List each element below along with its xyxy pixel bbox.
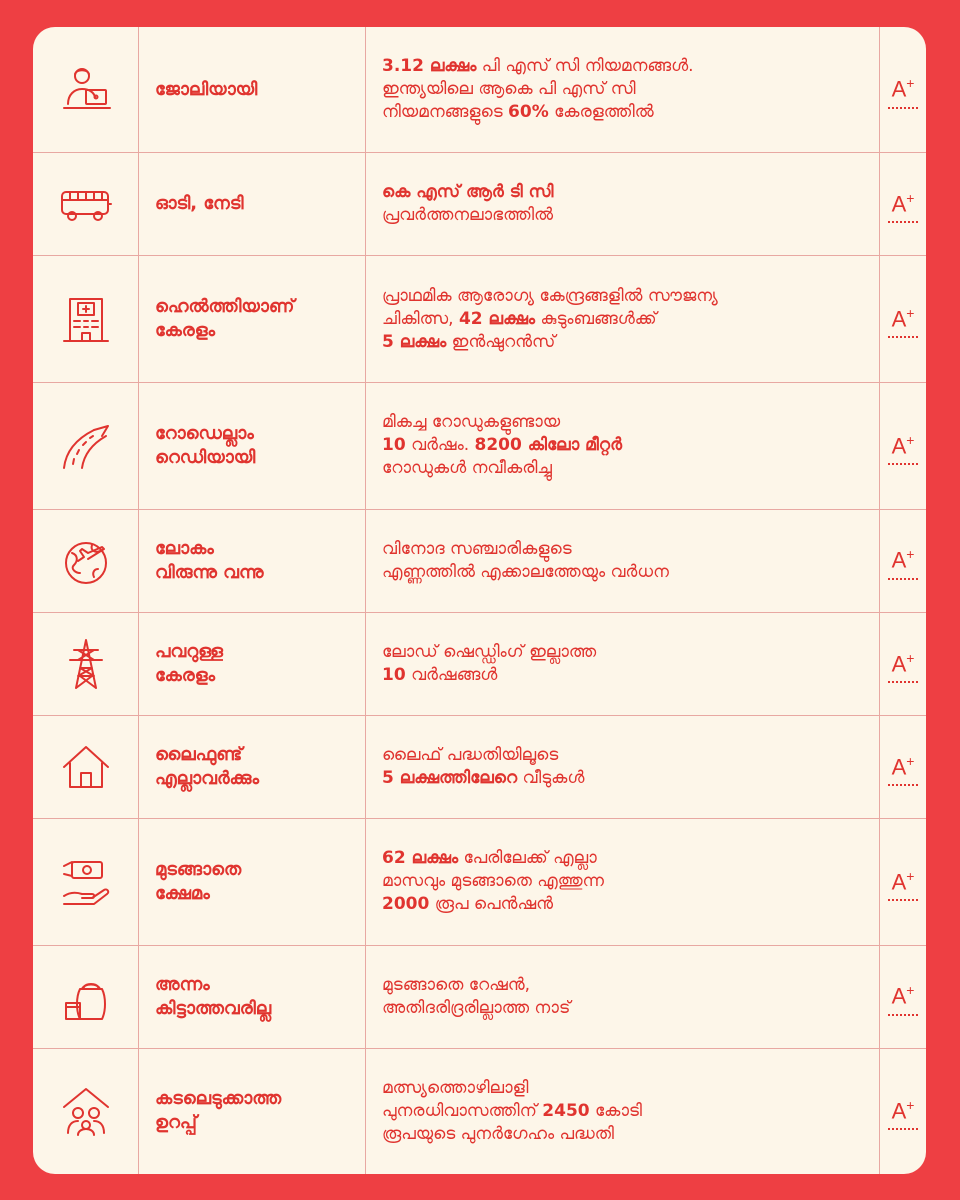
description-line <box>382 997 879 1020</box>
description-text: വിനോദ സഞ്ചാരികളുടെ <box>382 538 572 559</box>
table-row <box>33 612 926 715</box>
description-text: പ്രവർത്തനലാഭത്തിൽ <box>382 205 554 226</box>
icon-cell <box>33 256 139 383</box>
description-line <box>382 847 879 870</box>
achievements-table <box>33 27 926 1174</box>
grade-badge <box>880 70 926 102</box>
title-line: ഹെൽത്തിയാണ് <box>155 296 295 318</box>
scorecard <box>33 27 926 1174</box>
row-title <box>139 818 366 945</box>
grade-plus: + <box>906 431 915 448</box>
description-line <box>382 204 879 227</box>
table-row <box>33 256 926 383</box>
globe-airplane-icon <box>33 533 138 589</box>
grade-underline <box>888 1128 918 1130</box>
table-row <box>33 509 926 612</box>
grade-badge <box>880 977 926 1009</box>
row-description <box>366 27 880 153</box>
table-row <box>33 382 926 509</box>
description-text: പ്രാഥമിക ആരോഗ്യ കേന്ദ്രങ്ങളിൽ സൗജന്യ <box>382 285 718 306</box>
grade-cell <box>880 382 927 509</box>
highlight-text: 60% <box>508 102 549 123</box>
title-line: കിട്ടാത്തവരില്ല <box>155 997 272 1019</box>
grade-underline <box>888 784 918 786</box>
description-line <box>382 1100 879 1123</box>
row-title <box>139 945 366 1048</box>
icon-cell <box>33 612 139 715</box>
description-line <box>382 767 879 790</box>
description-line <box>382 1077 879 1100</box>
grade-badge <box>880 645 926 677</box>
title-line: റെഡിയായി <box>155 446 256 468</box>
grade-underline <box>888 221 918 223</box>
grade-underline <box>888 899 918 901</box>
grade-badge <box>880 1092 926 1124</box>
description-text: മികച്ച റോഡുകളുണ്ടായ <box>382 412 561 433</box>
description-line <box>382 664 879 687</box>
icon-cell <box>33 382 139 509</box>
row-description <box>366 612 880 715</box>
row-description <box>366 1048 880 1174</box>
highlight-text: 5 ലക്ഷം <box>382 331 447 352</box>
table-row <box>33 715 926 818</box>
grade-plus: + <box>906 1097 915 1114</box>
grade-cell <box>880 818 927 945</box>
description-text: ചികിത്സ, <box>382 308 459 329</box>
description-text: മത്സ്യത്തൊഴിലാളി <box>382 1077 529 1098</box>
grade-letter: A <box>891 76 907 102</box>
highlight-text: 42 ലക്ഷം <box>458 308 536 329</box>
description-line <box>382 434 879 457</box>
description-line <box>382 1123 879 1146</box>
grade-cell <box>880 153 927 256</box>
grade-cell <box>880 612 927 715</box>
title-line: വിരുന്നു വന്നു <box>155 561 264 583</box>
row-description <box>366 818 880 945</box>
highlight-text: 2450 <box>542 1100 590 1121</box>
grade-plus: + <box>906 649 915 666</box>
grade-plus: + <box>906 867 915 884</box>
grade-underline <box>888 463 918 465</box>
row-description <box>366 256 880 383</box>
description-line <box>382 561 879 584</box>
grade-cell <box>880 256 927 383</box>
icon-cell <box>33 818 139 945</box>
grade-plus: + <box>906 190 915 207</box>
description-line <box>382 641 879 664</box>
grade-letter: A <box>891 432 907 458</box>
title-line: ലൈഫുണ്ട് <box>155 743 243 765</box>
hand-money-icon <box>33 854 138 910</box>
row-title <box>139 612 366 715</box>
grade-letter: A <box>891 983 907 1009</box>
road-icon <box>33 418 138 474</box>
description-line <box>382 744 879 767</box>
highlight-text: കെ എസ് ആർ ടി സി <box>382 182 554 203</box>
table-row <box>33 945 926 1048</box>
row-title <box>139 256 366 383</box>
description-text: വർഷങ്ങൾ <box>405 664 498 685</box>
grade-badge <box>880 427 926 459</box>
description-text: റോഡുകൾ നവീകരിച്ചു <box>382 458 552 479</box>
description-line <box>382 285 879 308</box>
title-line: ജോലിയായി <box>155 78 258 100</box>
description-line <box>382 893 879 916</box>
highlight-text: 5 ലക്ഷത്തിലേറെ <box>382 767 518 788</box>
description-line <box>382 308 879 331</box>
family-house-icon <box>33 1083 138 1139</box>
description-text: രൂപ പെൻഷൻ <box>429 894 554 915</box>
description-text: അതിദരിദ്രരില്ലാത്ത നാട് <box>382 997 571 1018</box>
title-line: ലോകം <box>155 537 214 559</box>
description-line <box>382 101 879 124</box>
grade-letter: A <box>891 306 907 332</box>
title-line: മുടങ്ങാതെ <box>155 858 242 880</box>
title-line: പവറുള്ള <box>155 640 223 662</box>
row-title <box>139 27 366 153</box>
description-line <box>382 870 879 893</box>
description-text: വർഷം. <box>405 435 475 456</box>
row-title <box>139 1048 366 1174</box>
house-icon <box>33 739 138 795</box>
icon-cell <box>33 1048 139 1174</box>
row-description <box>366 153 880 256</box>
grade-badge <box>880 541 926 573</box>
hospital-icon <box>33 291 138 347</box>
title-line: ഓടി, നേടി <box>155 193 244 215</box>
row-description <box>366 945 880 1048</box>
grade-cell <box>880 1048 927 1174</box>
title-line: എല്ലാവർക്കും <box>155 767 260 789</box>
highlight-text: 62 ലക്ഷം <box>382 848 459 869</box>
grade-letter: A <box>891 754 907 780</box>
description-text: മാസവും മുടങ്ങാതെ എത്തുന്ന <box>382 871 604 892</box>
description-text: ഇൻഷുറൻസ് <box>446 331 556 352</box>
grade-underline <box>888 1014 918 1016</box>
grade-badge <box>880 300 926 332</box>
icon-cell <box>33 945 139 1048</box>
title-line: ക്ഷേമം <box>155 882 210 904</box>
grade-cell <box>880 945 927 1048</box>
grade-plus: + <box>906 75 915 92</box>
description-text: രൂപയുടെ പുനർഗേഹം പദ്ധതി <box>382 1123 614 1144</box>
grade-plus: + <box>906 304 915 321</box>
title-line: അന്നം <box>155 973 210 995</box>
highlight-text: 10 <box>382 435 406 456</box>
grade-badge <box>880 863 926 895</box>
grade-badge <box>880 185 926 217</box>
description-text: എണ്ണത്തിൽ എക്കാലത്തേയും വർധന <box>382 561 669 582</box>
title-line: റോഡെല്ലാം <box>155 422 254 444</box>
highlight-text: 2000 <box>382 894 430 915</box>
description-line <box>382 457 879 480</box>
description-text: നിയമനങ്ങളുടെ <box>382 102 509 123</box>
icon-cell <box>33 27 139 153</box>
description-text: പേരിലേക്ക് എല്ലാ <box>458 848 597 869</box>
row-title <box>139 715 366 818</box>
grade-underline <box>888 578 918 580</box>
description-text: പി എസ് സി നിയമനങ്ങൾ. <box>476 56 694 77</box>
description-text: ലൈഫ് പദ്ധതിയിലൂടെ <box>382 744 559 765</box>
grade-cell <box>880 715 927 818</box>
grade-badge <box>880 748 926 780</box>
description-text: പുനരധിവാസത്തിന് <box>382 1100 543 1121</box>
description-line <box>382 974 879 997</box>
table-row <box>33 818 926 945</box>
table-row <box>33 153 926 256</box>
icon-cell <box>33 153 139 256</box>
description-text: കുടുംബങ്ങൾക്ക് <box>535 308 657 329</box>
row-description <box>366 715 880 818</box>
title-line: കേരളം <box>155 320 216 342</box>
row-title <box>139 509 366 612</box>
description-text: കേരളത്തിൽ <box>548 102 654 123</box>
highlight-text: 3.12 ലക്ഷം <box>382 56 477 77</box>
description-line <box>382 55 879 78</box>
description-text: വീടുകൾ <box>517 767 585 788</box>
row-title <box>139 153 366 256</box>
icon-cell <box>33 715 139 818</box>
bus-icon <box>33 176 138 232</box>
title-line: കടലെടുക്കാത്ത <box>155 1088 282 1110</box>
description-line <box>382 331 879 354</box>
description-text: ലോഡ് ഷെഡ്ഡിംഗ് ഇല്ലാത്ത <box>382 641 597 662</box>
row-description <box>366 509 880 612</box>
table-row <box>33 27 926 153</box>
grade-underline <box>888 681 918 683</box>
rice-sack-icon <box>33 969 138 1025</box>
grade-plus: + <box>906 982 915 999</box>
grade-letter: A <box>891 650 907 676</box>
person-at-laptop-icon <box>33 62 138 118</box>
description-text: മുടങ്ങാതെ റേഷൻ, <box>382 974 531 995</box>
description-line <box>382 78 879 101</box>
row-description <box>366 382 880 509</box>
grade-underline <box>888 107 918 109</box>
highlight-text: 10 <box>382 664 406 685</box>
description-line <box>382 538 879 561</box>
grade-letter: A <box>891 191 907 217</box>
grade-letter: A <box>891 1098 907 1124</box>
power-tower-icon <box>33 636 138 692</box>
grade-letter: A <box>891 868 907 894</box>
description-line <box>382 411 879 434</box>
grade-plus: + <box>906 752 915 769</box>
title-line: കേരളം <box>155 664 216 686</box>
description-line <box>382 181 879 204</box>
grade-cell <box>880 27 927 153</box>
description-text: ഇന്ത്യയിലെ ആകെ പി എസ് സി <box>382 79 636 100</box>
grade-underline <box>888 336 918 338</box>
title-line: ഉറപ്പ് <box>155 1112 197 1134</box>
grade-letter: A <box>891 547 907 573</box>
table-row <box>33 1048 926 1174</box>
icon-cell <box>33 509 139 612</box>
row-title <box>139 382 366 509</box>
grade-plus: + <box>906 546 915 563</box>
highlight-text: 8200 കിലോ മീറ്റർ <box>474 435 623 456</box>
description-text: കോടി <box>589 1100 642 1121</box>
grade-cell <box>880 509 927 612</box>
